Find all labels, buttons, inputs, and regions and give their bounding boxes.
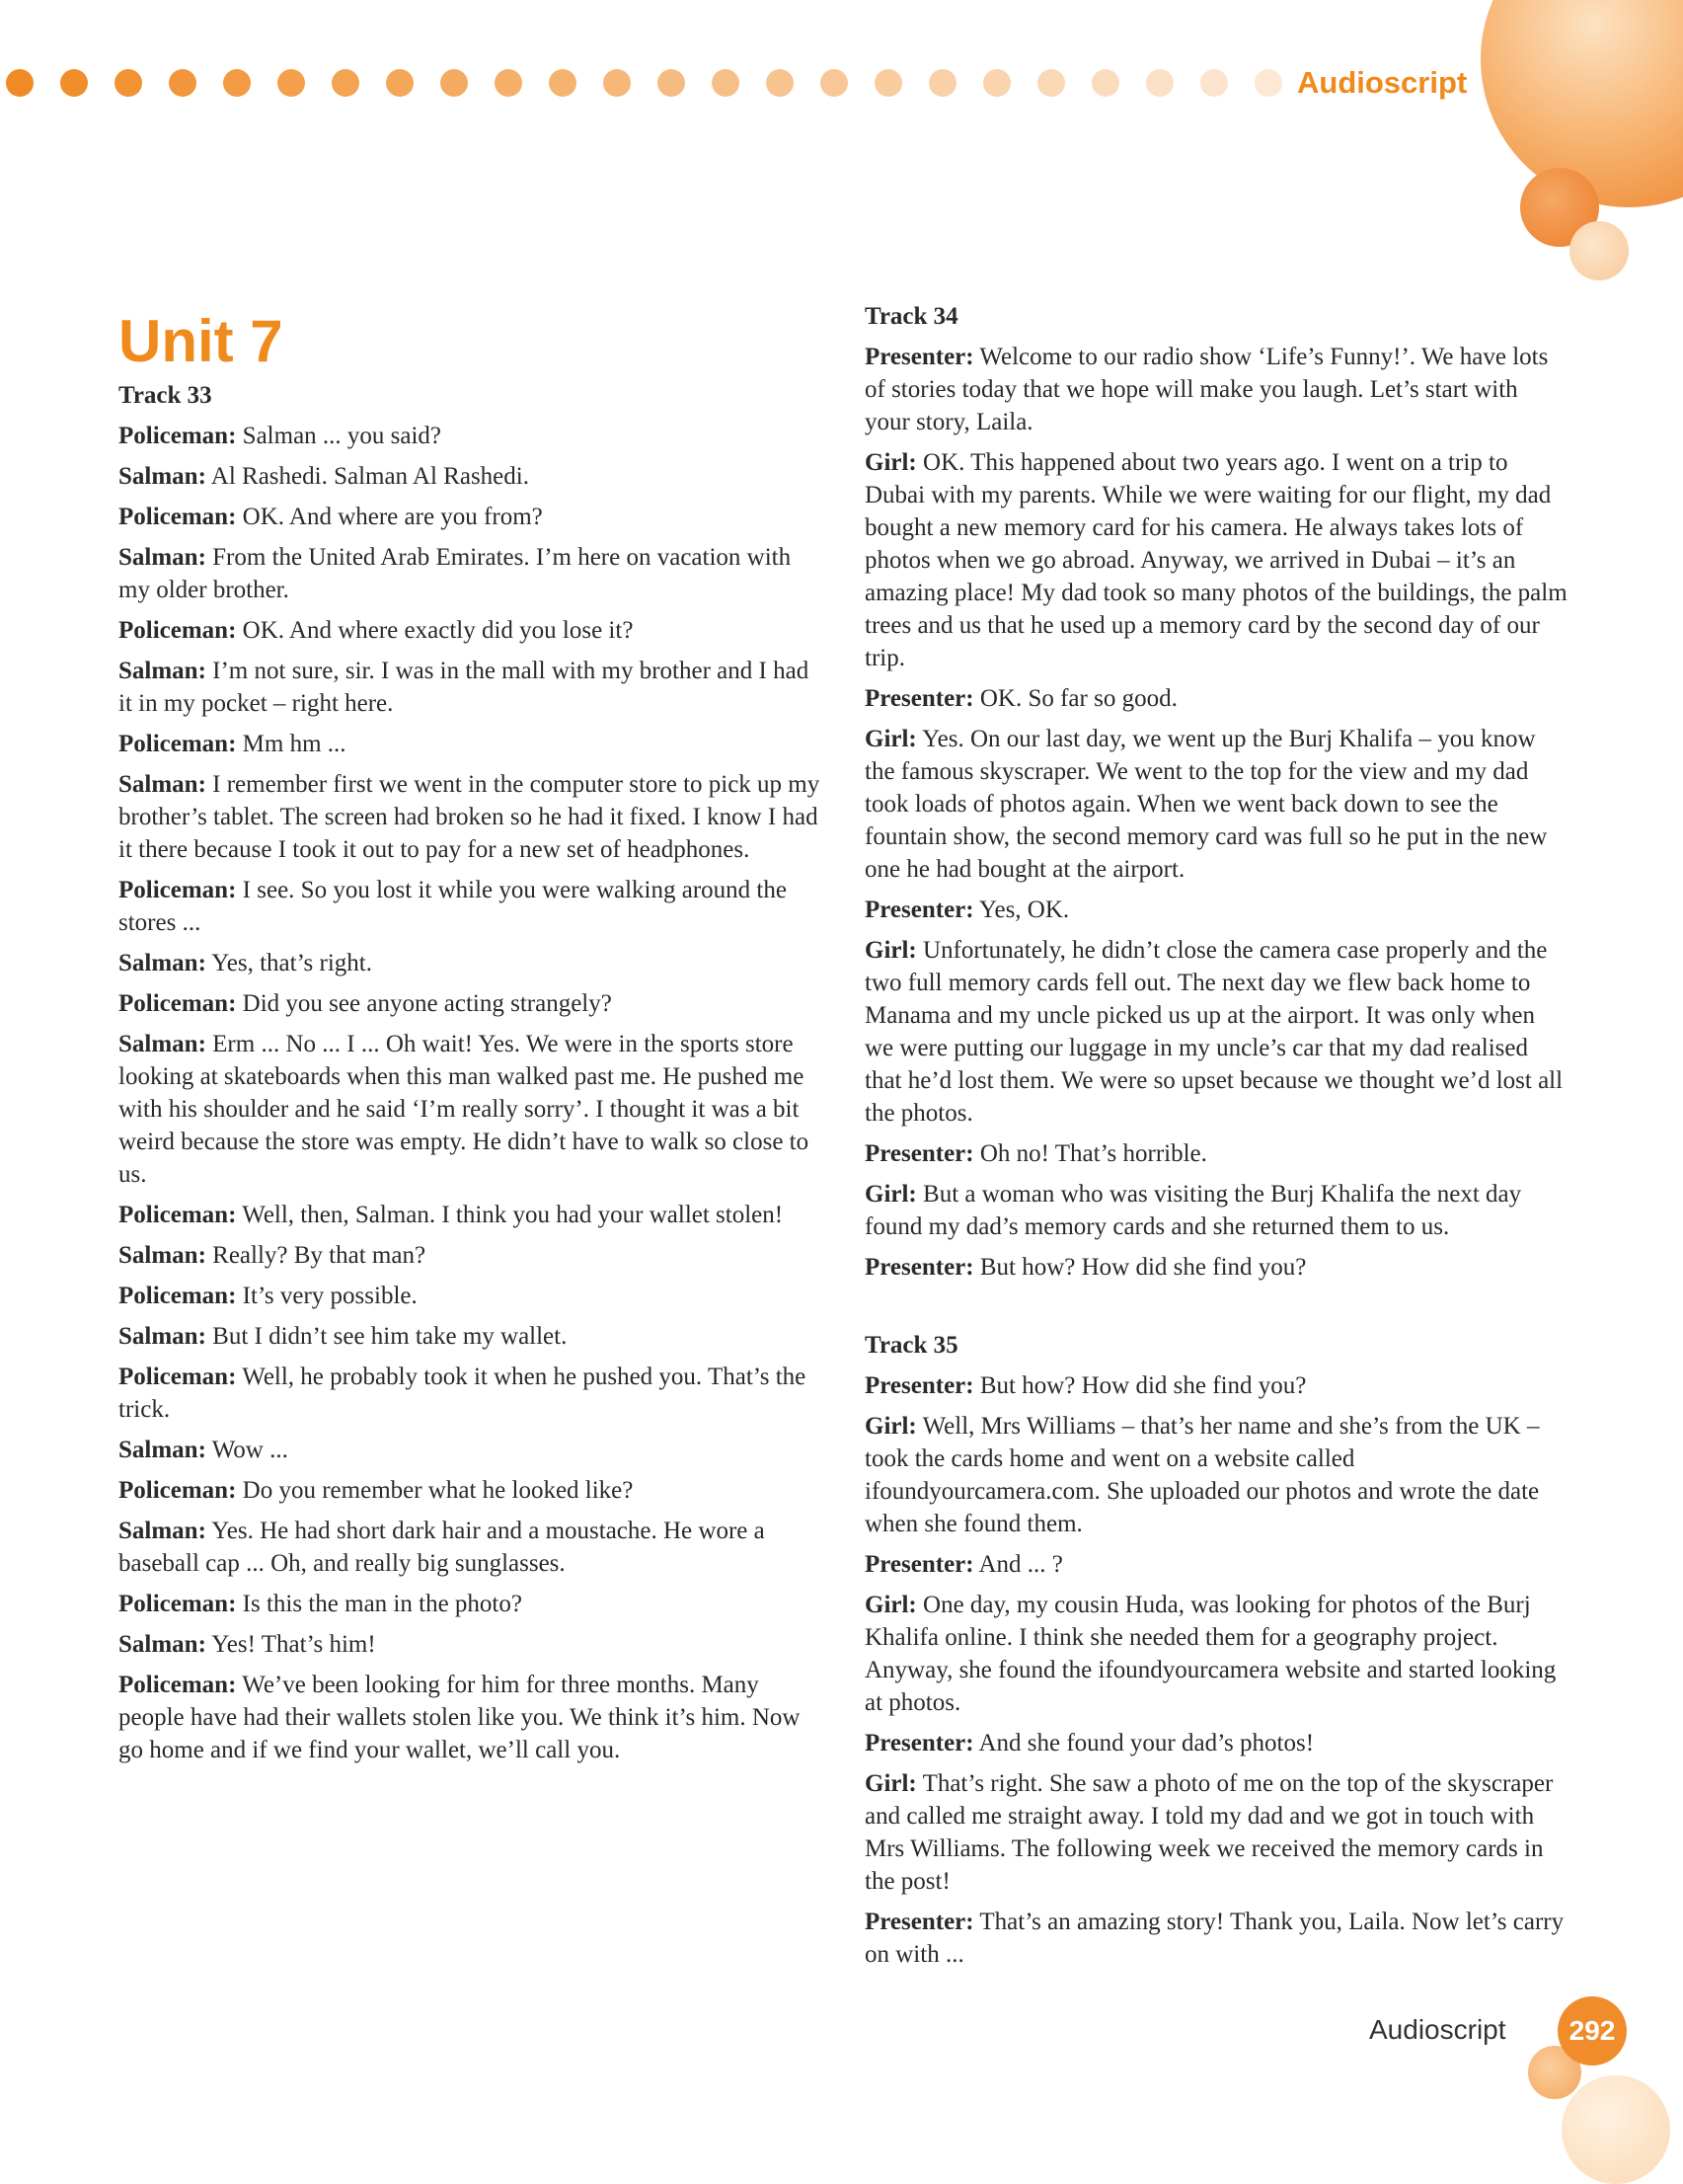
track-35-transcript (865, 1369, 1568, 1971)
dialogue-line (118, 987, 821, 1020)
speaker-name: Policeman: (118, 1672, 237, 1698)
dialogue-text: But a woman who was visiting the Burj Khalifa the next day found my dad’s memory cards and she returned them to us. (865, 1181, 1522, 1240)
dialogue-line (865, 1137, 1568, 1170)
dialogue-line (865, 1548, 1568, 1581)
dialogue-text: But how? How did she find you? (973, 1254, 1307, 1281)
dialogue-text: But how? How did she find you? (973, 1372, 1307, 1399)
dialogue-text: Al Rashedi. Salman Al Rashedi. (205, 463, 529, 490)
decorative-dot (766, 69, 794, 97)
decorative-dot (657, 69, 685, 97)
decorative-dot (1200, 69, 1228, 97)
dialogue-line (865, 446, 1568, 674)
speaker-name: Girl: (865, 1592, 917, 1618)
speaker-name: Policeman: (118, 617, 237, 644)
speaker-name: Salman: (118, 1031, 206, 1057)
speaker-name: Policeman: (118, 1477, 237, 1504)
speaker-name: Policeman: (118, 504, 237, 530)
dialogue-text: Really? By that man? (205, 1242, 426, 1269)
speaker-name: Presenter: (865, 1909, 974, 1935)
dialogue-line (118, 655, 821, 720)
speaker-name: Salman: (118, 463, 206, 490)
dialogue-line (865, 723, 1568, 886)
dialogue-line (865, 682, 1568, 715)
track-35-label: Track 35 (865, 1332, 958, 1359)
dialogue-line (865, 1410, 1568, 1540)
track-33-transcript (118, 420, 821, 1766)
dialogue-text: I see. So you lost it while you were walking around the stores ... (118, 877, 787, 936)
track-34-transcript (865, 341, 1568, 1284)
dialogue-text: Yes! That’s him! (205, 1631, 376, 1658)
dialogue-text: OK. And where exactly did you lose it? (236, 617, 634, 644)
decorative-dot (983, 69, 1011, 97)
decorative-orb-small (1569, 221, 1629, 280)
speaker-name: Policeman: (118, 423, 237, 449)
page-number-badge: 292 (1558, 1996, 1627, 2066)
decorative-dot (440, 69, 468, 97)
decorative-dot (6, 69, 34, 97)
dialogue-text: Unfortunately, he didn’t close the camera case properly and the two full memory cards fell out. The next day we flew back home to Manama and my uncle picked us up at the airport. It was only when we were putting our luggage in my uncle’s car that my dad realised that he’d lost them. We were so upset because we thought we’d lost all the photos. (865, 937, 1564, 1127)
dialogue-text: Did you see anyone acting strangely? (236, 990, 612, 1017)
dialogue-text: Yes, that’s right. (205, 950, 372, 976)
decorative-dot (712, 69, 739, 97)
decorative-dot (1092, 69, 1119, 97)
dialogue-line (865, 1767, 1568, 1898)
dialogue-text: Oh no! That’s horrible. (973, 1140, 1207, 1167)
speaker-name: Salman: (118, 1323, 206, 1350)
dialogue-text: Erm ... No ... I ... Oh wait! Yes. We were in the sports store looking at skateboards when this man walked past me. He pushed me with his shoulder and he said ‘I’m really sorry’. I thought it was a bit weird because the store was empty. He didn’t have to walk so close to us. (118, 1031, 809, 1188)
speaker-name: Policeman: (118, 877, 237, 903)
dialogue-line (118, 1515, 821, 1580)
speaker-name: Salman: (118, 1437, 206, 1463)
left-column (118, 306, 821, 1774)
dialogue-text: That’s right. She saw a photo of me on the top of the skyscraper and called me straight away. I told my dad and we got in touch with Mrs Williams. The following week we received the memory cards in the post! (865, 1770, 1554, 1895)
dialogue-line (118, 614, 821, 647)
dialogue-text: OK. And where are you from? (236, 504, 543, 530)
dialogue-line (118, 1669, 821, 1766)
dialogue-text: Salman ... you said? (236, 423, 442, 449)
dialogue-text: OK. This happened about two years ago. I went on a trip to Dubai with my parents. While we were waiting for our flight, my dad bought a new memory card for his camera. He always takes lots of photos when we go abroad. Anyway, we arrived in Dubai – it’s an amazing place! My dad took so many photos of the buildings, the palm trees and us that he used up a memory card by the second day of our trip. (865, 449, 1568, 671)
speaker-name: Presenter: (865, 1551, 974, 1578)
dialogue-text: Yes. He had short dark hair and a moustache. He wore a baseball cap ... Oh, and really big sunglasses. (118, 1518, 765, 1577)
dialogue-line (118, 1280, 821, 1312)
decorative-dot (169, 69, 196, 97)
decorative-dot (332, 69, 359, 97)
decorative-dot (1146, 69, 1174, 97)
right-column (865, 300, 1568, 1979)
dialogue-text: Yes. On our last day, we went up the Burj Khalifa – you know the famous skyscraper. We went to the top for the view and my dad took loads of photos again. When we went back down to see the fountain show, the second memory card was full so he put in the new one he had bought at the airport. (865, 726, 1548, 883)
dialogue-text: And ... ? (973, 1551, 1063, 1578)
dialogue-text: Welcome to our radio show ‘Life’s Funny!’. We have lots of stories today that we hope will make you laugh. Let’s start with your story, Laila. (865, 344, 1549, 435)
dialogue-line (118, 874, 821, 939)
speaker-name: Salman: (118, 1242, 206, 1269)
speaker-name: Policeman: (118, 990, 237, 1017)
speaker-name: Girl: (865, 1413, 917, 1440)
dialogue-line (118, 460, 821, 493)
dialogue-line (865, 1178, 1568, 1243)
dialogue-line (865, 934, 1568, 1130)
footer-label: Audioscript (1369, 2014, 1506, 2045)
dialogue-line (865, 1369, 1568, 1402)
speaker-name: Policeman: (118, 1364, 237, 1390)
speaker-name: Policeman: (118, 1202, 237, 1228)
decorative-dot (1255, 69, 1282, 97)
speaker-name: Presenter: (865, 1730, 974, 1756)
dialogue-line (118, 1028, 821, 1191)
dialogue-text: From the United Arab Emirates. I’m here on vacation with my older brother. (118, 544, 792, 603)
speaker-name: Presenter: (865, 1372, 974, 1399)
dialogue-line (865, 1906, 1568, 1971)
speaker-name: Salman: (118, 1518, 206, 1544)
dialogue-text: Mm hm ... (236, 731, 346, 757)
speaker-name: Girl: (865, 449, 917, 476)
decorative-dot (386, 69, 414, 97)
speaker-name: Presenter: (865, 1140, 974, 1167)
dialogue-line (865, 1589, 1568, 1719)
dialogue-line (118, 1588, 821, 1620)
dialogue-line (865, 894, 1568, 926)
dialogue-line (118, 501, 821, 533)
speaker-name: Girl: (865, 726, 917, 752)
dialogue-text: I remember first we went in the computer store to pick up my brother’s tablet. The screen had broken so he had it fixed. I know I had it there because I took it out to pay for a new set of headphones. (118, 771, 820, 863)
dialogue-text: Do you remember what he looked like? (236, 1477, 634, 1504)
dialogue-text: Yes, OK. (973, 897, 1070, 923)
decorative-dot (929, 69, 956, 97)
speaker-name: Policeman: (118, 1591, 237, 1617)
decorative-dot (277, 69, 305, 97)
decorative-dot (549, 69, 576, 97)
speaker-name: Salman: (118, 544, 206, 571)
dialogue-line (118, 1199, 821, 1231)
speaker-name: Girl: (865, 937, 917, 964)
decorative-dot (820, 69, 848, 97)
dialogue-line (118, 728, 821, 760)
dialogue-line (118, 1361, 821, 1426)
dialogue-text: And she found your dad’s photos! (973, 1730, 1315, 1756)
dialogue-text: That’s an amazing story! Thank you, Laila. Now let’s carry on with ... (865, 1909, 1565, 1968)
dialogue-text: Is this the man in the photo? (236, 1591, 522, 1617)
decorative-dot (223, 69, 251, 97)
decorative-dot (1037, 69, 1065, 97)
header-title: Audioscript (1297, 65, 1468, 100)
dialogue-line (118, 1628, 821, 1661)
dialogue-line (118, 947, 821, 979)
dialogue-text: Well, Mrs Williams – that’s her name and she’s from the UK – took the cards home and went on a website called ifoundyourcamera.com. She uploaded our photos and wrote the date when she found them. (865, 1413, 1540, 1537)
speaker-name: Salman: (118, 950, 206, 976)
track-34-label: Track 34 (865, 303, 958, 330)
speaker-name: Presenter: (865, 685, 974, 712)
dialogue-text: OK. So far so good. (973, 685, 1178, 712)
speaker-name: Girl: (865, 1770, 917, 1797)
dialogue-text: We’ve been looking for him for three months. Many people have had their wallets stolen like you. We think it’s him. Now go home and if we find your wallet, we’ll call you. (118, 1672, 801, 1763)
dialogue-text: I’m not sure, sir. I was in the mall with my brother and I had it in my pocket – right here. (118, 658, 809, 717)
dialogue-line (118, 541, 821, 606)
dialogue-line (118, 1434, 821, 1466)
dialogue-line (118, 420, 821, 452)
speaker-name: Salman: (118, 771, 206, 798)
dialogue-line (118, 1320, 821, 1353)
dialogue-line (865, 1251, 1568, 1284)
decorative-orb-footer-light (1562, 2075, 1670, 2184)
decorative-dot (60, 69, 88, 97)
dialogue-text: Well, then, Salman. I think you had your wallet stolen! (236, 1202, 784, 1228)
dialogue-line (118, 1239, 821, 1272)
decorative-dot (115, 69, 142, 97)
speaker-name: Salman: (118, 658, 206, 684)
decorative-dot (603, 69, 631, 97)
dialogue-line (118, 1474, 821, 1507)
track-33-label: Track 33 (118, 382, 212, 409)
dialogue-text: Wow ... (205, 1437, 288, 1463)
speaker-name: Girl: (865, 1181, 917, 1208)
speaker-name: Salman: (118, 1631, 206, 1658)
dialogue-text: But I didn’t see him take my wallet. (205, 1323, 568, 1350)
speaker-name: Presenter: (865, 1254, 974, 1281)
dialogue-line (118, 768, 821, 866)
dialogue-text: One day, my cousin Huda, was looking for photos of the Burj Khalifa online. I think she needed them for a geography project. Anyway, she found the ifoundyourcamera website and started looking at photos. (865, 1592, 1557, 1716)
speaker-name: Policeman: (118, 1283, 237, 1309)
unit-title: Unit 7 (118, 308, 283, 374)
decorative-dot (495, 69, 522, 97)
speaker-name: Presenter: (865, 344, 974, 370)
dialogue-line (865, 341, 1568, 438)
speaker-name: Policeman: (118, 731, 237, 757)
dialogue-text: It’s very possible. (236, 1283, 418, 1309)
dialogue-text: Well, he probably took it when he pushed you. That’s the trick. (118, 1364, 806, 1423)
decorative-dot (875, 69, 902, 97)
speaker-name: Presenter: (865, 897, 974, 923)
dialogue-line (865, 1727, 1568, 1759)
